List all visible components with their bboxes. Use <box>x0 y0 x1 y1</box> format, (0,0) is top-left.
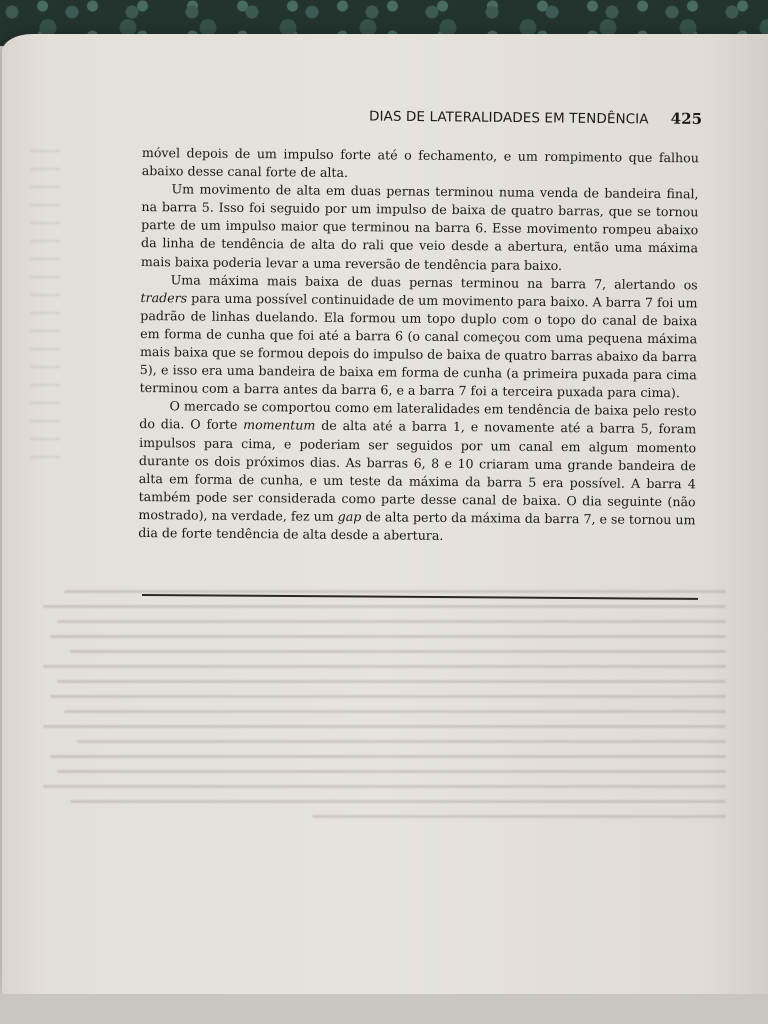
paragraph-3 <box>140 271 698 403</box>
paragraph-1: móvel depois de um impulso forte até o fechamento, e um rompimento que falhou abaixo desse canal forte de alta. <box>141 144 699 181</box>
section-title: DIAS DE LATERALIDADES EM TENDÊNCIA <box>368 108 649 128</box>
paragraph-3-part-a: Uma máxima mais baixa de duas pernas terminou na barra 7, alertando os <box>170 271 698 292</box>
running-header <box>369 107 702 128</box>
bottom-edge <box>0 994 768 1024</box>
body-text <box>138 144 699 547</box>
term-traders: traders <box>140 289 188 306</box>
term-momentum: momentum <box>243 417 316 434</box>
paragraph-4-part-a: O mercado se comportou como em lateralidades em tendência de baixa pelo resto do dia. O forte <box>139 398 697 433</box>
paragraph-4 <box>138 397 696 547</box>
show-through-text <box>36 590 726 890</box>
paragraph-4-part-c: de alta perto da máxima da barra 7, e se tornou um dia de forte tendência de alta desde a abertura. <box>138 508 696 543</box>
term-gap: gap <box>337 508 362 524</box>
show-through-margin <box>30 150 60 470</box>
paragraph-2: Um movimento de alta em duas pernas terminou numa venda de bandeira final, na barra 5. Isso foi seguido por um impulso de baixa de quatro barras, que se tornou parte de um impulso maior que terminou na barra 6. Esse movimento rompeu abaixo da linha de tendência de alta do rali que veio desde a abertura, então uma máxima mais baixa poderia levar a uma reversão de tendência para baixo. <box>140 181 699 273</box>
page-number: 425 <box>670 109 703 128</box>
paragraph-3-part-b: para uma possível continuidade de um movimento para baixo. A barra 7 foi um padrão de linhas duelando. Ela formou um topo duplo com o topo do canal de baixa em forma de cunha que foi até a barra 6 (o canal começou com uma pequena máxima mais baixa que se formou depois do impulso de baixa de quatro barras abaixo da barra 5), e isso era uma bandeira de baixa em forma de cunha (a primeira puxada para cima terminou com a barra antes da barra 6, e a barra 7 foi a terceira puxada para cima). <box>139 290 698 401</box>
paragraph-4-part-b: de alta até a barra 1, e novamente até a barra 5, foram impulsos para cima, e poderiam ser seguidos por um canal em algum momento durante os dois próximos dias. As barras 6, 8 e 10 criaram uma grande bandeira de alta em forma de cunha, e um teste da máxima da barra 5 era possível. A barra 4 também pode ser considerada como parte desse canal de baixa. O dia seguinte (não mostrado), na verdade, fez um <box>138 418 697 524</box>
